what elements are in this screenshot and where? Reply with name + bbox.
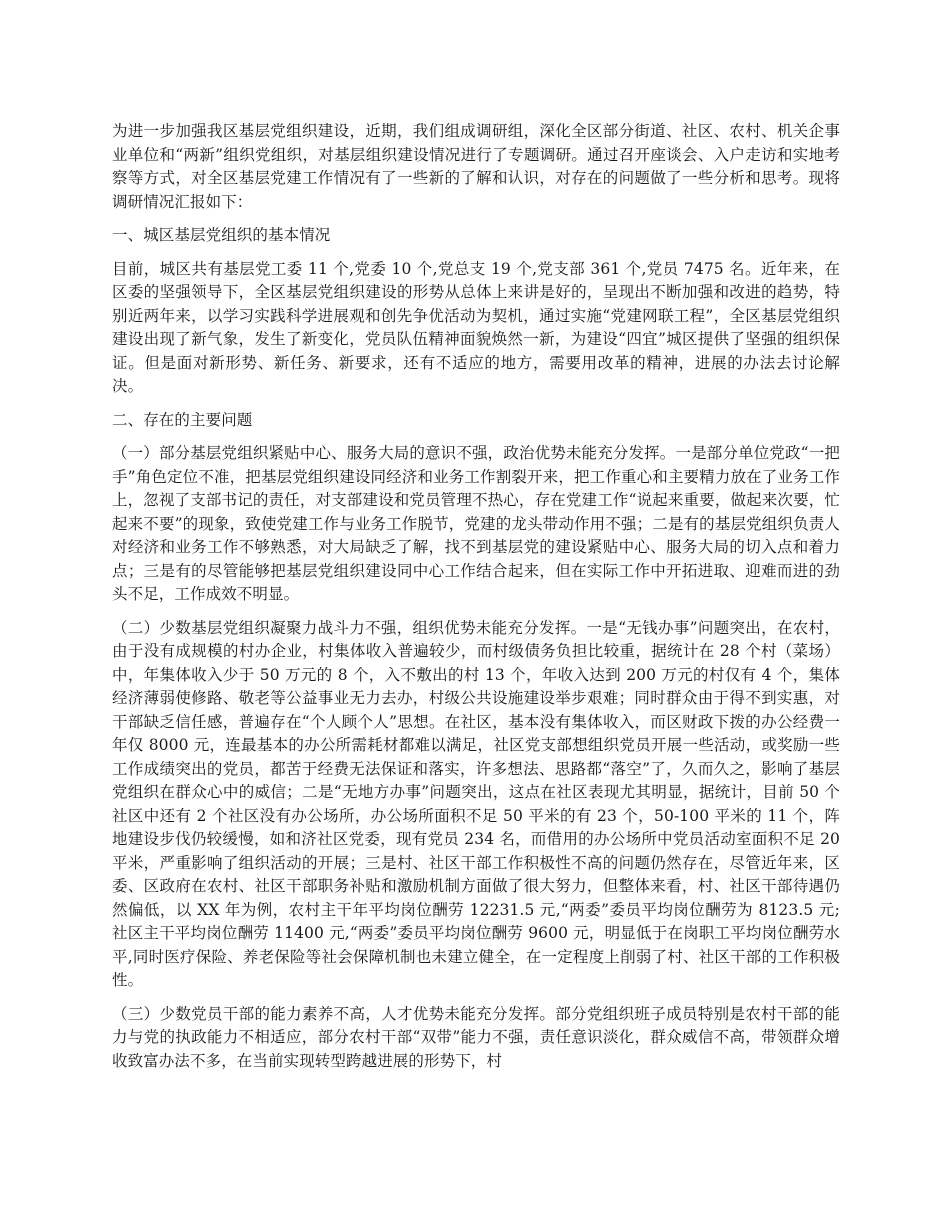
document-body — [112, 120, 840, 1083]
problem-1-paragraph: （一）部分基层党组织紧贴中心、服务大局的意识不强，政治优势未能充分发挥。一是部分单位党政“一把手”角色定位不准，把基层党组织建设同经济和业务工作割裂开来，把工作重心和主要精力放在了业务工作上，忽视了支部书记的责任，对支部建设和党员管理不热心，存在党建工作“说起来重要，做起来次要，忙起来不要”的现象，致使党建工作与业务工作脱节，党建的龙头带动作用不强；二是有的基层党组织负责人对经济和业务工作不够熟悉，对大局缺乏了解，找不到基层党的建设紧贴中心、服务大局的切入点和着力点；三是有的尽管能够把基层党组织建设同中心工作结合起来，但在实际工作中开拓进取、迎难而进的劲头不足，工作成效不明显。 — [112, 444, 840, 603]
problem-2-paragraph: （二）少数基层党组织凝聚力战斗力不强，组织优势未能充分发挥。一是“无钱办事”问题突出，在农村，由于没有成规模的村办企业，村集体收入普遍较少，而村级债务负担比较重，据统计在 28 个村（菜场）中，年集体收入少于 50 万元的 8 个，入不敷出的村 13 个，年收入达到 200 万元的村仅有 4 个，集体经济薄弱使修路、敬老等公益事业无力去办，村级公共设施建设举步艰难；同时群众由于得不到实惠，对干部缺乏信任感，普遍存在“个人顾个人”思想。在社区，基本没有集体收入，而区财政下拨的办公经费一年仅 8000 元，连最基本的办公所需耗材都难以满足，社区党支部想组织党员开展一些活动，或奖励一些工作成绩突出的党员，都苦于经费无法保证和落实，许多想法、思路都“落空”了，久而久之，影响了基层党组织在群众心中的威信；二是“无地方办事”问题突出，这点在社区表现尤其明显，据统计，目前 50 个社区中还有 2 个社区没有办公场所，办公场所面积不足 50 平米的有 23 个，50-100 平米的 11 个，阵地建设步伐仍较缓慢，如和济社区党委，现有党员 234 名，而借用的办公场所中党员活动室面积不足 20 平米，严重影响了组织活动的开展；三是村、社区干部工作积极性不高的问题仍然存在，尽管近年来，区委、区政府在农村、社区干部职务补贴和激励机制方面做了很大努力，但整体来看，村、社区干部待遇仍然偏低，以 XX 年为例，农村主干年平均岗位酬劳 12231.5 元,“两委”委员平均岗位酬劳为 8123.5 元;社区主干平均岗位酬劳 11400 元,“两委”委员平均岗位酬劳 9600 元，明显低于在岗职工平均岗位酬劳水平,同时医疗保险、养老保险等社会保障机制也未建立健全，在一定程度上削弱了村、社区干部的工作积极性。 — [112, 618, 840, 989]
section-heading-1: 一、城区基层党组织的基本情况 — [112, 226, 331, 244]
intro-paragraph: 为进一步加强我区基层党组织建设，近期，我们组成调研组，深化全区部分街道、社区、农村、机关企事业单位和“两新”组织党组织，对基层组织建设情况进行了专题调研。通过召开座谈会、入户走访和实地考察等方式，对全区基层党建工作情况有了一些新的了解和认识，对存在的问题做了一些分析和思考。现将调研情况汇报如下： — [112, 122, 840, 211]
section-heading-2: 二、存在的主要问题 — [112, 410, 253, 429]
problem-3-paragraph: （三）少数党员干部的能力素养不高，人才优势未能充分发挥。部分党组织班子成员特别是农村干部的能力与党的执政能力不相适应，部分农村干部“双带”能力不强，责任意识淡化，群众威信不高，带领群众增收致富办法不多，在当前实现转型跨越进展的形势下，村 — [112, 1004, 840, 1070]
basic-situation-paragraph: 目前，城区共有基层党工委 11 个,党委 10 个,党总支 19 个,党支部 361 个,党员 7475 名。近年来，在区委的坚强领导下，全区基层党组织建设的形势从总体上来讲是好的，呈现出不断加强和改进的趋势，特别近两年来，以学习实践科学进展观和创先争优活动为契机，通过实施“党建网联工程”，全区基层党组织建设出现了新气象，发生了新变化，党员队伍精神面貌焕然一新，为建设“四宜”城区提供了坚强的组织保证。但是面对新形势、新任务、新要求，还有不适应的地方，需要用改革的精神，进展的办法去讨论解决。 — [112, 259, 840, 395]
